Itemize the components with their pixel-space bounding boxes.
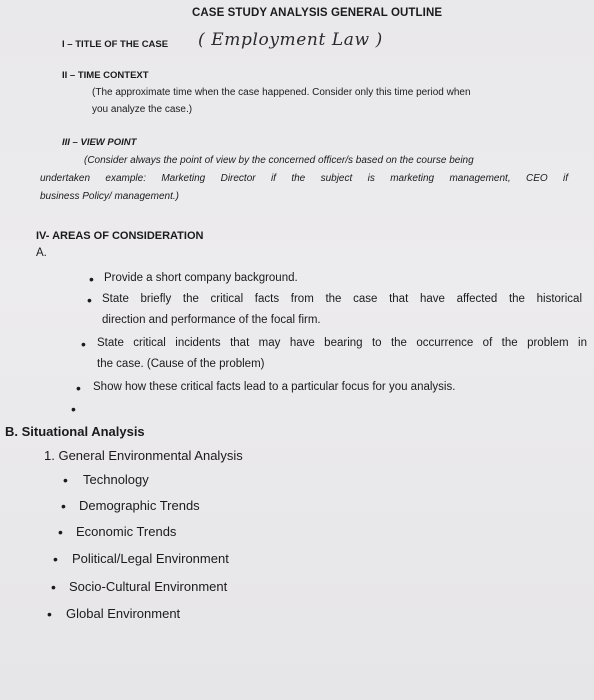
bullet-dot: • [58, 524, 63, 540]
list-item: Provide a short company background. [104, 272, 298, 284]
bullet-dot: • [61, 498, 66, 514]
bullet-dot: • [81, 336, 86, 352]
section-b-item-1: 1. General Environmental Analysis [44, 448, 243, 463]
list-item-continuation: direction and performance of the focal firm. [102, 314, 321, 326]
list-item: Technology [83, 472, 149, 487]
section-3-label: III – VIEW POINT [62, 137, 137, 148]
bullet-dot: • [47, 606, 52, 622]
section-3-note-line-1: (Consider always the point of view by the concerned officer/s based on the course being [84, 155, 474, 166]
handwritten-case-title: ( Employment Law ) [198, 30, 383, 50]
section-2-label: II – TIME CONTEXT [62, 70, 149, 81]
list-item: Economic Trends [76, 524, 177, 539]
list-item: Show how these critical facts lead to a particular focus for you analysis. [93, 381, 456, 393]
bullet-dot: • [87, 292, 92, 308]
list-item: Demographic Trends [79, 498, 200, 513]
section-2-note-line-2: you analyze the case.) [92, 104, 193, 115]
list-item: State critical incidents that may have bearing to the occurrence of the problem in [97, 337, 587, 349]
list-item: Global Environment [66, 606, 181, 621]
bullet-dot: • [76, 380, 81, 396]
list-item: State briefly the critical facts from the case that have affected the historical [102, 293, 582, 305]
section-3-note-line-3: business Policy/ management.) [40, 191, 179, 202]
section-2-note-line-1: (The approximate time when the case happened. Consider only this time period when [92, 87, 471, 98]
bullet-dot: • [63, 472, 68, 488]
section-3-note-line-2: undertaken example: Marketing Director if the subject is marketing management, CEO if [40, 173, 568, 184]
list-item: Political/Legal Environment [72, 551, 229, 566]
list-item: Socio-Cultural Environment [69, 579, 228, 594]
section-b-label: B. Situational Analysis [5, 424, 145, 439]
section-4-label: IV- AREAS OF CONSIDERATION [36, 230, 204, 242]
list-item-continuation: the case. (Cause of the problem) [97, 358, 265, 370]
section-4-sub-a: A. [36, 247, 47, 259]
empty-bullet-dot: • [71, 401, 76, 417]
bullet-dot: • [89, 271, 94, 287]
section-1-label: I – TITLE OF THE CASE [62, 39, 169, 50]
bullet-dot: • [53, 551, 58, 567]
bullet-dot: • [51, 579, 56, 595]
document-title: CASE STUDY ANALYSIS GENERAL OUTLINE [192, 7, 443, 19]
